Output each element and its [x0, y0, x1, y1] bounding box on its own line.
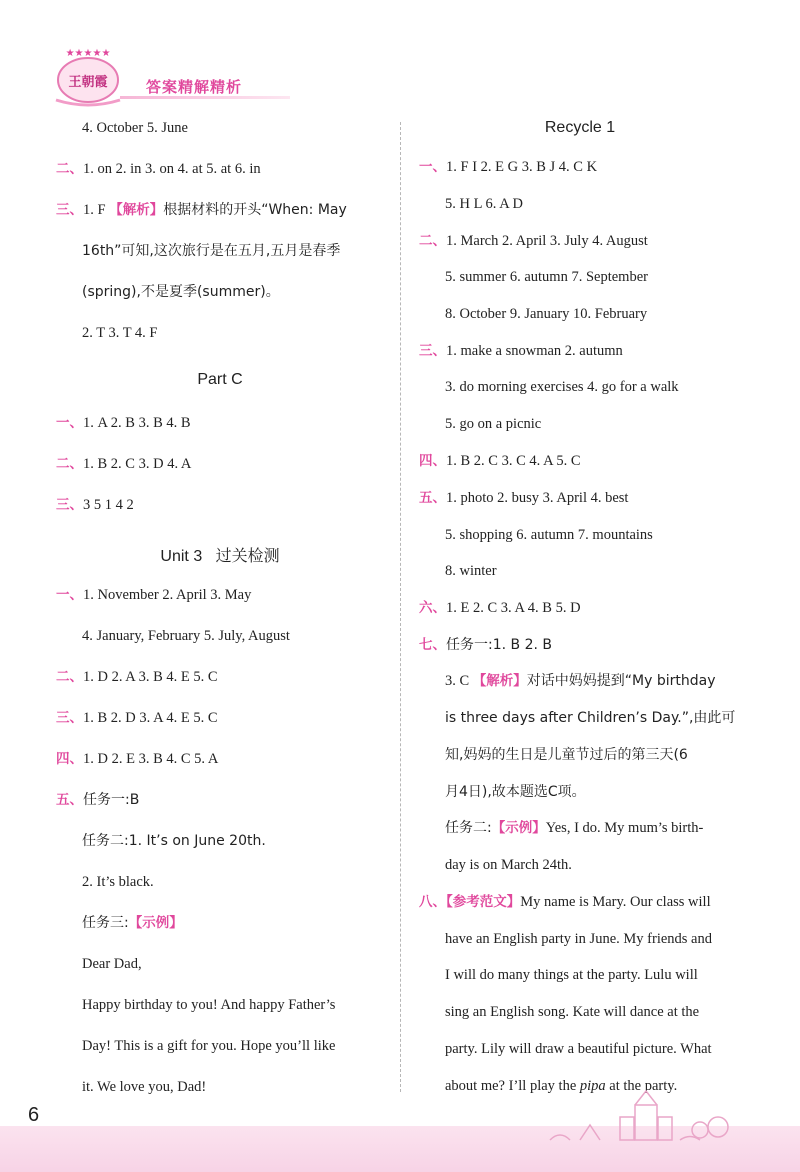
analysis-tag: 【解析】	[472, 673, 527, 689]
header-title: 答案精解精析	[146, 78, 243, 96]
answer-text: 任务一:1. B 2. B	[446, 637, 552, 653]
answer-text: 1. photo 2. busy 3. April 4. best	[446, 490, 629, 506]
section-label: 五、	[419, 490, 446, 506]
answer-text: 1. F I 2. E G 3. B J 4. C K	[446, 159, 598, 175]
answer-line: 4. January, February 5. July, August	[82, 628, 290, 644]
analysis-text: 知,妈妈的生日是儿童节过后的第三天(6	[445, 747, 688, 763]
task-label: 任务三:	[82, 915, 129, 931]
page-number: 6	[28, 1104, 40, 1126]
answer-text: 任务一:B	[83, 792, 140, 808]
svg-text:★★★★★: ★★★★★	[65, 48, 111, 59]
essay-line: party. Lily will draw a beautiful picture. What	[445, 1041, 712, 1057]
answer-line	[419, 488, 628, 508]
section-label: 二、	[56, 456, 83, 472]
section-label: 七、	[419, 637, 446, 653]
section-label: 四、	[419, 453, 446, 469]
section-label: 一、	[419, 159, 446, 175]
section-label: 八、	[419, 894, 446, 910]
essay-line: I will do many things at the party. Lulu will	[445, 967, 698, 983]
answer-line	[56, 667, 218, 687]
answer-line	[56, 454, 191, 474]
answer-text: 1. E 2. C 3. A 4. B 5. D	[446, 600, 581, 616]
answer-line	[56, 495, 134, 515]
letter-line: Happy birthday to you! And happy Father’s	[82, 997, 336, 1013]
answer-line: day is on March 24th.	[445, 857, 572, 873]
section-label: 二、	[56, 669, 83, 685]
castle-decoration-icon	[540, 1085, 750, 1145]
section-label: 四、	[56, 751, 83, 767]
answer-text: 1. March 2. April 3. July 4. August	[446, 233, 648, 249]
answer-line: 任务二:1. It’s on June 20th.	[82, 833, 266, 849]
section-heading-recycle-1: Recycle 1	[544, 119, 616, 136]
answer-line	[56, 159, 261, 179]
analysis-text: 根据材料的开头“When: May	[163, 202, 347, 218]
column-divider	[400, 122, 401, 1092]
section-heading-part-c: Part C	[197, 371, 243, 388]
analysis-text: 对话中妈妈提到“My birthday	[526, 673, 716, 689]
answer-text: 1. B 2. C 3. C 4. A 5. C	[446, 453, 581, 469]
section-label: 三、	[56, 202, 83, 218]
answer-text: 1. November 2. April 3. May	[83, 587, 252, 603]
section-label: 二、	[419, 233, 446, 249]
answer-line: 4. October 5. June	[82, 120, 188, 136]
answer-line	[56, 790, 139, 810]
essay-text: at the party.	[605, 1078, 678, 1094]
publisher-logo-icon	[48, 44, 128, 108]
essay-text: My name is Mary. Our class will	[520, 894, 711, 910]
analysis-tag: 【解析】	[109, 202, 164, 218]
letter-line: Dear Dad,	[82, 956, 142, 972]
answer-text: 1. D 2. E 3. B 4. C 5. A	[83, 751, 219, 767]
answer-line	[445, 818, 703, 838]
answer-text: 1. F	[83, 202, 110, 218]
answer-line: 5. shopping 6. autumn 7. mountains	[445, 527, 653, 543]
section-label: 五、	[56, 792, 83, 808]
answer-line: 8. winter	[445, 563, 497, 579]
answer-line: 8. October 9. January 10. February	[445, 306, 648, 322]
section-label: 一、	[56, 587, 83, 603]
answer-text: 3 5 1 4 2	[83, 497, 134, 513]
answer-line: 5. summer 6. autumn 7. September	[445, 269, 648, 285]
answer-line	[419, 892, 711, 912]
section-label: 一、	[56, 415, 83, 431]
answer-line	[419, 157, 597, 177]
essay-italic-word: pipa	[579, 1078, 606, 1094]
answer-line: 2. T 3. T 4. F	[82, 325, 158, 341]
answer-line	[419, 635, 552, 655]
section-heading-unit-3	[100, 543, 340, 566]
answer-text: 3. C	[445, 673, 473, 689]
answer-line	[56, 585, 251, 605]
answer-line	[56, 749, 218, 769]
letter-line: Day! This is a gift for you. Hope you’ll like	[82, 1038, 336, 1054]
answer-line	[419, 231, 648, 251]
example-tag: 【示例】	[491, 820, 546, 836]
answer-line	[56, 200, 347, 220]
answer-line	[56, 413, 191, 433]
answer-line: 2. It’s black.	[82, 874, 154, 890]
section-label: 六、	[419, 600, 446, 616]
answer-text: 1. make a snowman 2. autumn	[446, 343, 623, 359]
example-tag: 【示例】	[128, 915, 183, 931]
section-label: 三、	[56, 710, 83, 726]
answer-text: 1. B 2. D 3. A 4. E 5. C	[83, 710, 218, 726]
task-label: 任务二:	[445, 820, 492, 836]
section-label: 三、	[419, 343, 446, 359]
essay-line: have an English party in June. My friends and	[445, 931, 712, 947]
letter-line: it. We love you, Dad!	[82, 1079, 207, 1095]
analysis-text: is three days after Children’s Day.”,由此可	[445, 710, 736, 726]
section-label: 三、	[56, 497, 83, 513]
answer-line: 5. H L 6. A D	[445, 196, 524, 212]
header-underline	[120, 96, 290, 99]
answer-text: 1. A 2. B 3. B 4. B	[83, 415, 191, 431]
essay-line: sing an English song. Kate will dance at the	[445, 1004, 700, 1020]
answer-line	[82, 913, 183, 933]
answer-line	[419, 341, 623, 361]
answer-line	[56, 708, 218, 728]
essay-text: about me? I’ll play the	[445, 1078, 580, 1094]
answer-line	[445, 671, 716, 691]
answer-line: 5. go on a picnic	[445, 416, 542, 432]
svg-text:王朝霞: 王朝霞	[68, 75, 108, 90]
heading-zh: 过关检测	[215, 546, 280, 565]
analysis-text: (spring),不是夏季(summer)。	[82, 284, 280, 300]
answer-line	[419, 451, 581, 471]
heading-en: Unit 3	[160, 548, 203, 565]
analysis-text: 16th”可知,这次旅行是在五月,五月是春季	[82, 243, 341, 259]
reference-essay-tag: 【参考范文】	[446, 894, 521, 910]
answer-line	[419, 598, 581, 618]
answer-text: 1. B 2. C 3. D 4. A	[83, 456, 192, 472]
answer-text: Yes, I do. My mum’s birth-	[545, 820, 704, 836]
answer-text: 1. on 2. in 3. on 4. at 5. at 6. in	[83, 161, 261, 177]
answer-line: 3. do morning exercises 4. go for a walk	[445, 379, 679, 395]
answer-text: 1. D 2. A 3. B 4. E 5. C	[83, 669, 218, 685]
analysis-text: 月4日),故本题选C项。	[445, 784, 586, 800]
section-label: 二、	[56, 161, 83, 177]
